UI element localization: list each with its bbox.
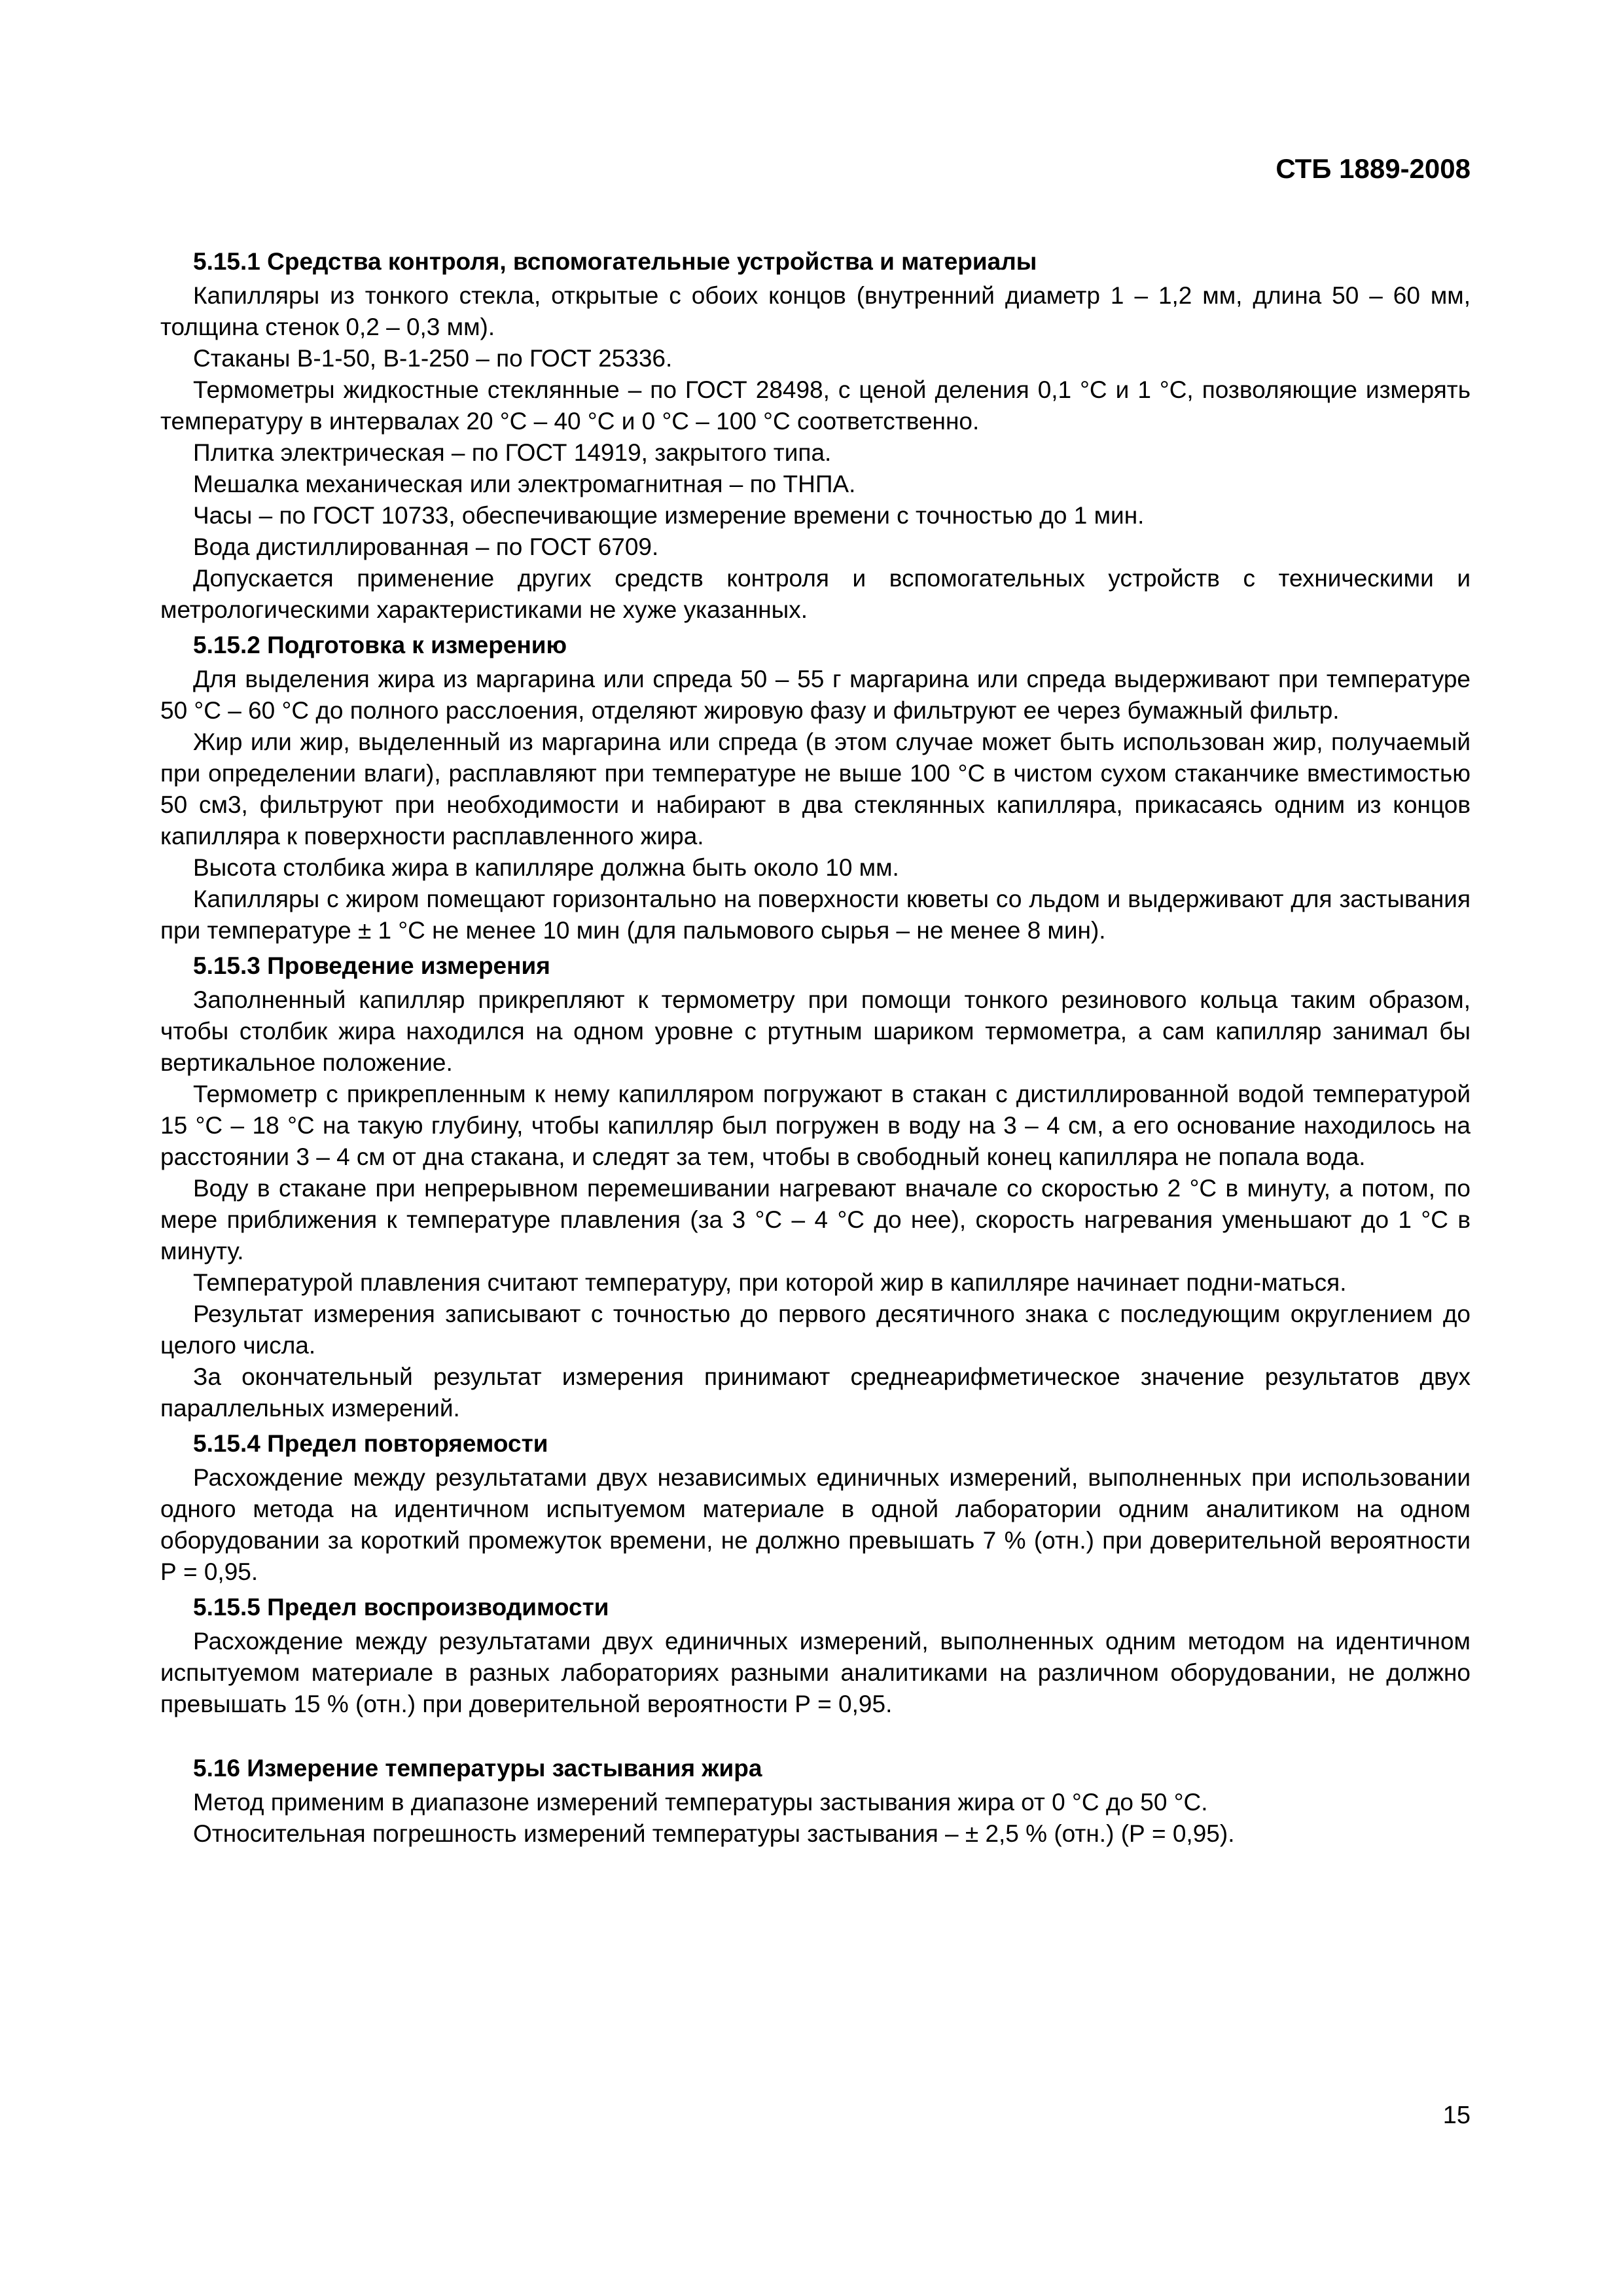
section-heading-5-15-4: 5.15.4 Предел повторяемости — [193, 1430, 548, 1457]
paragraph: Расхождение между результатами двух единичных измерений, выполненных одним методом на идентичном испытуемом материале в разных лабораториях разными аналитиками на различном оборудовании, не должно превышать 15 % (отн.) при доверительной вероятности Р = 0,95. — [160, 1628, 1471, 1717]
paragraph: Относительная погрешность измерений температуры застывания – ± 2,5 % (отн.) (Р = 0,95). — [193, 1820, 1235, 1847]
paragraph: Расхождение между результатами двух независимых единичных измерений, выполненных при использовании одного метода на идентичном испытуемом материале в одной лаборатории одним аналитиком на одном оборудовании за короткий промежуток времени, не должно превышать 7 % (отн.) при доверительной вероятности Р = 0,95. — [160, 1464, 1471, 1585]
paragraph: Жир или жир, выделенный из маргарина или спреда (в этом случае может быть использован жир, получаемый при определении влаги), расплавляют при температуре не выше 100 °С в чистом сухом стаканчике вместимостью 50 см3, фильтруют при необходимости и набирают в два стеклянных капилляра, прикасаясь одним из концов капилляра к поверхности расплавленного жира. — [160, 728, 1471, 850]
paragraph: Часы – по ГОСТ 10733, обеспечивающие измерение времени с точностью до 1 мин. — [193, 502, 1145, 529]
paragraph: Капилляры из тонкого стекла, открытые с обоих концов (внутренний диаметр 1 – 1,2 мм, длина 50 – 60 мм, толщина стенок 0,2 – 0,3 мм). — [160, 282, 1471, 340]
paragraph: Для выделения жира из маргарина или спреда 50 – 55 г маргарина или спреда выдерживают при температуре 50 °С – 60 °С до полного расслоения, отделяют жировую фазу и фильтруют ее через бумажный фильтр. — [160, 666, 1471, 724]
paragraph: Заполненный капилляр прикрепляют к термометру при помощи тонкого резинового кольца таким образом, чтобы столбик жира находился на одном уровне с ртутным шариком термометра, а сам капилляр занимал бы вертикальное положение. — [160, 986, 1471, 1076]
document-code: СТБ 1889-2008 — [1275, 153, 1471, 184]
section-heading-5-15-1: 5.15.1 Средства контроля, вспомогательные устройства и материалы — [193, 248, 1037, 275]
paragraph: Термометры жидкостные стеклянные – по ГОСТ 28498, с ценой деления 0,1 °С и 1 °С, позволяющие измерять температуру в интервалах 20 °С – 40 °С и 0 °С – 100 °С соответственно. — [160, 376, 1471, 435]
paragraph: Воду в стакане при непрерывном перемешивании нагревают вначале со скоростью 2 °С в минуту, а потом, по мере приближения к температуре плавления (за 3 °С – 4 °С до нее), скорость нагревания уменьшают до 1 °С в минуту. — [160, 1175, 1471, 1265]
paragraph: Температурой плавления считают температуру, при которой жир в капилляре начинает подни-маться. — [193, 1269, 1347, 1296]
section-heading-5-15-5: 5.15.5 Предел воспроизводимости — [193, 1594, 609, 1621]
paragraph: Вода дистиллированная – по ГОСТ 6709. — [193, 533, 659, 560]
paragraph: Термометр с прикрепленным к нему капилляром погружают в стакан с дистиллированной водой температурой 15 °С – 18 °С на такую глубину, чтобы капилляр был погружен в воду на 3 – 4 см, а его основание находилось на расстоянии 3 – 4 см от дна стакана, и следят за тем, чтобы в свободный конец капилляра не попала вода. — [160, 1081, 1471, 1170]
section-heading-5-15-3: 5.15.3 Проведение измерения — [193, 952, 550, 979]
paragraph: За окончательный результат измерения принимают среднеарифметическое значение результатов двух параллельных измерений. — [160, 1363, 1471, 1422]
paragraph: Плитка электрическая – по ГОСТ 14919, закрытого типа. — [193, 439, 832, 466]
page-number: 15 — [1442, 2102, 1471, 2129]
paragraph: Капилляры с жиром помещают горизонтально на поверхности кюветы со льдом и выдерживают для застывания при температуре ± 1 °С не менее 10 мин (для пальмового сырья – не менее 8 мин). — [160, 886, 1471, 944]
paragraph: Допускается применение других средств контроля и вспомогательных устройств с техническими и метрологическими характеристиками не хуже указанных. — [160, 565, 1471, 623]
section-heading-5-16: 5.16 Измерение температуры застывания жира — [193, 1755, 762, 1782]
paragraph: Стаканы В-1-50, В-1-250 – по ГОСТ 25336. — [193, 345, 673, 372]
section-heading-5-15-2: 5.15.2 Подготовка к измерению — [193, 632, 567, 658]
paragraph: Метод применим в диапазоне измерений температуры застывания жира от 0 °С до 50 °С. — [193, 1789, 1208, 1816]
paragraph: Мешалка механическая или электромагнитная – по ТНПА. — [193, 471, 856, 497]
paragraph: Результат измерения записывают с точностью до первого десятичного знака с последующим округлением до целого числа. — [160, 1300, 1471, 1359]
paragraph: Высота столбика жира в капилляре должна быть около 10 мм. — [193, 854, 899, 881]
